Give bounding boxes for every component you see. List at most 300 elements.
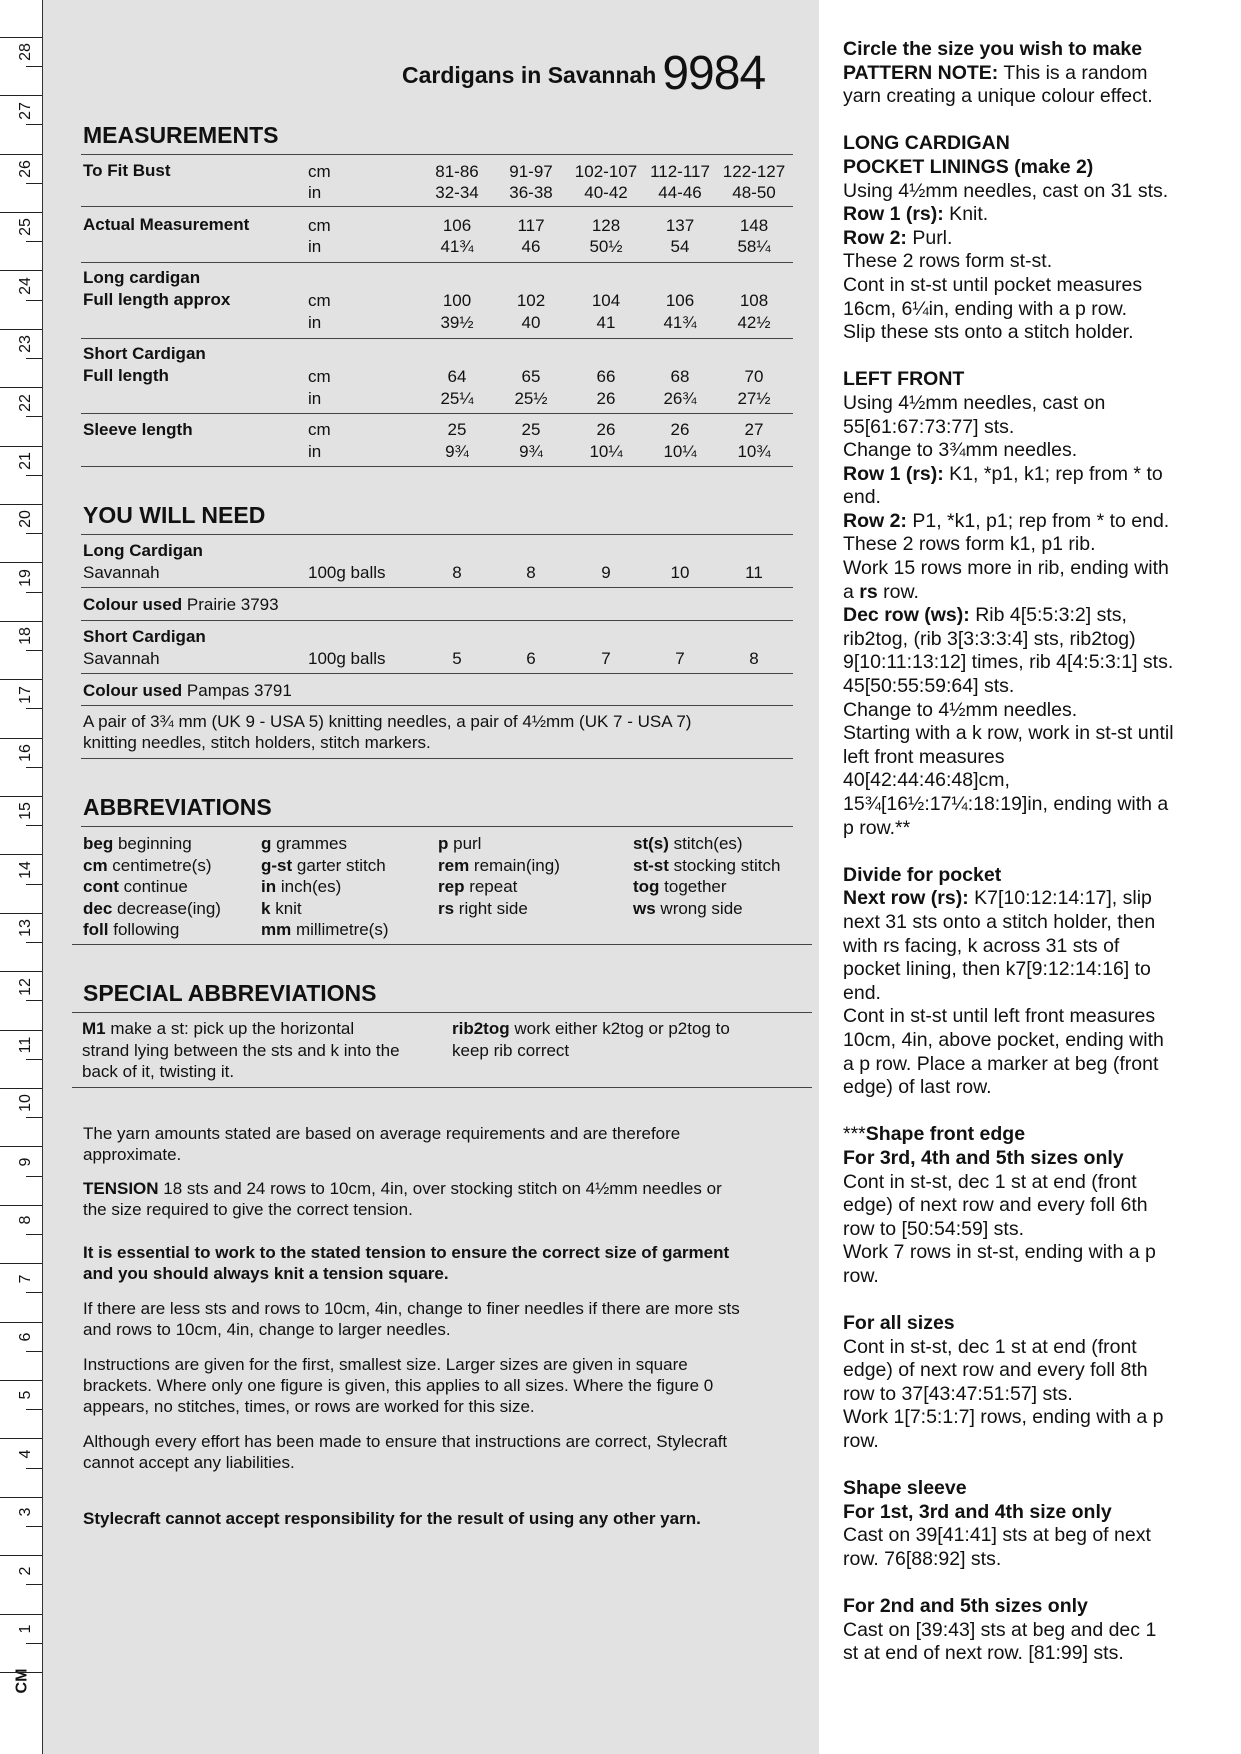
instruction-line: end. [843,486,881,509]
size-in-value: 44-46 [658,183,702,202]
measurements-heading: MEASUREMENTS [83,122,279,148]
ruler-tick [26,124,42,125]
short-ball-quantity: 7 [675,649,685,668]
actual-measurement-label: Actual Measurement [83,215,250,234]
instruction-line: end. [843,981,881,1004]
size-cm-value: 112-117 [650,162,710,181]
short-length-cm-value: 70 [744,367,764,386]
ruler-tick [26,1643,42,1644]
ruler-number: 27 [17,101,34,120]
ruler-tick [26,1292,42,1293]
unit-cm: cm [308,291,331,310]
colour-used-label: Colour used [83,681,183,700]
long-length-cm-value: 108 [739,291,769,310]
short-length-in-value: 26¾ [663,389,697,408]
ruler-number: 19 [17,568,34,587]
instruction-line: These 2 rows form st-st. [843,250,1053,273]
actual-in-value: 54 [670,237,690,256]
yarn-name: Savannah [83,649,160,668]
instruction-line: a p row. Place a marker at beg (front [843,1052,1159,1075]
m1-definition-line-3: back of it, twisting it. [82,1062,235,1081]
instruction-line: with rs facing, k across 31 sts of [843,934,1120,957]
ruler-tick [26,475,42,476]
ruler-tick [0,270,42,271]
ruler-number: 18 [17,627,34,646]
ruler-tick [26,533,42,534]
divider [81,620,793,621]
abbreviation-meaning: beginning [113,834,192,853]
instruction-line: 45[50:55:59:64] sts. [843,675,1015,698]
abbreviation-meaning: garter stitch [292,855,386,875]
abbreviation-entry [261,919,389,940]
ruler-tick [26,592,42,593]
unit-in: in [308,183,322,202]
m1-term: M1 [82,1019,106,1038]
ruler-number: 22 [17,393,34,412]
ruler-number: 23 [17,335,34,354]
divider [81,466,793,467]
abbreviation-meaning: right side [454,898,528,918]
ruler-number: 25 [17,218,34,237]
ruler-tick [0,1263,42,1264]
liability-line-1: Although every effort has been made to ensure that instructions are correct, Stylecraft [83,1432,728,1451]
abbreviation-term: cont [83,877,119,896]
ruler-tick [0,913,42,914]
long-cardigan-label: Long cardigan [83,268,201,287]
unit-in: in [308,237,322,256]
short-length-cm-value: 64 [447,367,467,386]
unit-in: in [308,313,322,332]
abbreviation-meaning: together [659,877,727,896]
ruler-number: 6 [17,1332,34,1342]
size-in-value: 40-42 [584,183,628,202]
abbreviation-entry [438,876,517,897]
sizes-134-heading: For 1st, 3rd and 4th size only [843,1500,1112,1523]
divider [72,944,812,945]
instruction-line: Cast on 39[41:41] sts at beg of next [843,1524,1151,1547]
to-fit-bust-label: To Fit Bust [83,161,171,180]
ruler-number: 17 [17,685,34,704]
actual-in-value: 58¼ [737,237,771,256]
abbreviation-meaning: wrong side [655,898,743,918]
abbreviation-term: tog [633,877,660,896]
divider [81,705,793,706]
abbreviation-term: p [438,834,449,853]
ruler-tick [0,1146,42,1147]
abbreviations-heading: ABBREVIATIONS [83,794,272,820]
sleeve-in-value: 10¾ [737,442,771,461]
ruler-number: 26 [17,160,34,178]
divider [81,587,793,588]
long-ball-quantity: 9 [601,563,611,582]
ruler-tick [0,679,42,680]
pattern-note-term: PATTERN NOTE: [843,61,999,84]
abbreviation-term: mm [261,920,292,939]
size-in-value: 36-38 [509,183,553,202]
abbreviation-meaning: knit [270,898,302,918]
abbreviation-entry [633,876,727,897]
ball-size: 100g balls [308,649,386,668]
row-term: Row 1 (rs): [843,462,944,485]
instruction-line: Cast on [39:43] sts at beg and dec 1 [843,1618,1157,1641]
instruction-line: Cont in st-st until pocket measures [843,273,1143,296]
ruler-tick [0,1205,42,1206]
ruler-number: 3 [17,1507,34,1517]
row-text: K7[10:12:14:17], slip [968,887,1152,910]
ruler-tick [26,1584,42,1585]
abbreviation-meaning: grammes [271,834,347,853]
instruction-line: Starting with a k row, work in st-st until [843,722,1174,745]
row-term: Next row (rs): [843,887,969,910]
sleeve-cm-value: 26 [670,420,690,439]
divider [81,758,793,759]
instruction-line: Work 15 rows more in rib, ending with [843,557,1169,580]
abbreviation-term: g [261,834,272,853]
rib2tog-text: work either k2tog or p2tog to [509,1019,730,1038]
abbreviation-meaning: following [108,920,180,939]
ruler-tick [26,416,42,417]
abbreviation-meaning: millimetre(s) [291,920,389,939]
long-length-in-value: 41 [596,313,616,332]
row-term: Dec row (ws): [843,604,970,627]
abbreviation-term: st-st [633,855,669,875]
ruler-tick [26,1468,42,1469]
ruler-tick [0,1438,42,1439]
abbreviation-entry [438,833,481,854]
actual-cm-value: 148 [739,216,769,235]
short-length-in-value: 25½ [514,389,548,408]
short-colour-value: Pampas 3791 [186,681,292,700]
abbreviation-entry [83,919,179,940]
sleeve-cm-value: 25 [447,420,467,439]
actual-cm-value: 128 [591,216,621,235]
row-text: Purl. [906,226,953,249]
tension-text: 18 sts and 24 rows to 10cm, 4in, over stocking stitch on 4½mm needles or [158,1179,722,1198]
needle-change-line-1: If there are less sts and rows to 10cm, 4in, change to finer needles if there are more sts [83,1299,740,1318]
abbreviation-term: g-st [261,855,293,875]
m1-definition-line-2: strand lying between the sts and k into the [82,1041,400,1060]
abbreviation-entry [83,898,221,919]
yarn-note-line-2: approximate. [83,1145,182,1164]
instruction-line: 16cm, 6¼in, ending with a p row. [843,297,1127,320]
short-length-in-value: 26 [596,389,616,408]
long-cardigan-materials-label: Long Cardigan [83,541,203,560]
short-length-cm-value: 66 [596,367,616,386]
unit-in: in [308,389,322,408]
divider [81,534,793,535]
size-cm-value: 102-107 [574,162,638,181]
divider [81,338,793,339]
row-text: K1, *p1, k1; rep from * to [943,462,1163,485]
instruction-line: These 2 rows form k1, p1 rib. [843,533,1096,556]
special-abbreviations-heading: SPECIAL ABBREVIATIONS [83,980,377,1006]
long-full-length-label: Full length approx [83,290,231,309]
ruler-tick [26,241,42,242]
ruler-tick [0,1555,42,1556]
long-length-in-value: 42½ [737,313,771,332]
ball-size: 100g balls [308,563,386,582]
ruler-number: 2 [17,1566,34,1576]
long-length-in-value: 39½ [440,313,474,332]
ruler-tick [0,854,42,855]
long-ball-quantity: 8 [452,563,462,582]
sleeve-in-value: 10¼ [589,442,623,461]
short-length-cm-value: 65 [521,367,541,386]
rib2tog-definition-line-1 [452,1018,730,1039]
sleeve-cm-value: 26 [596,420,616,439]
actual-in-value: 41¾ [440,237,474,256]
needle-change-line-2: and rows to 10cm, 4in, change to larger needles. [83,1320,451,1339]
ruler-number: 24 [17,276,34,295]
tension-line-2: the size required to give the correct tension. [83,1200,413,1219]
instruction-line: 9[10:11:13:12] times, rib 4[4:5:3:1] sts. [843,651,1174,674]
row-text: P1, *k1, p1; rep from * to end. [906,509,1170,532]
long-ball-quantity: 8 [526,563,536,582]
ruler-tick [26,708,42,709]
divider [81,206,793,207]
divider [81,413,793,414]
ruler-number: 4 [17,1449,34,1459]
ruler-tick [0,1614,42,1615]
instruction-line: row. [843,1430,879,1453]
ruler-tick [26,650,42,651]
ruler-tick [0,504,42,505]
abbreviation-entry [633,833,743,854]
sizes-345-heading: For 3rd, 4th and 5th sizes only [843,1146,1124,1169]
instructions-line-2: brackets. Where only one figure is given, this applies to all sizes. Where the figure 0 [83,1376,714,1395]
instruction-line: Cont in st-st until left front measures [843,1005,1156,1028]
row-term: Row 2: [843,509,907,532]
ruler-tick [0,95,42,96]
ruler-tick [0,796,42,797]
yarn-responsibility-note: Stylecraft cannot accept responsibility for the result of using any other yarn. [83,1509,701,1528]
actual-cm-value: 106 [442,216,472,235]
instruction-line: st at end of next row. [81:99] sts. [843,1642,1124,1665]
abbreviation-meaning: decrease(ing) [112,898,221,918]
needles-line-2: knitting needles, stitch holders, stitch markers. [83,733,431,752]
pattern-note-text: This is a random [998,61,1148,84]
short-colour-used [83,680,292,701]
abbreviation-meaning: remain(ing) [469,855,560,875]
ruler-tick [26,942,42,943]
abbreviation-entry [261,898,302,919]
actual-cm-value: 137 [665,216,695,235]
unit-in: in [308,442,322,461]
text: row. [877,580,919,603]
ruler-tick [26,183,42,184]
divider [72,1012,812,1013]
instruction-line: rib2tog, (rib 3[3:3:3:4] sts, rib2tog) [843,627,1136,650]
text: *** [843,1123,866,1146]
ruler-tick [0,971,42,972]
divider [81,673,793,674]
instruction-line: next 31 sts onto a stitch holder, then [843,910,1156,933]
abbreviation-term: foll [83,920,109,939]
ruler-number: 10 [17,1094,34,1113]
instruction-line: Using 4½mm needles, cast on [843,391,1106,414]
instruction-line: Slip these sts onto a stitch holder. [843,321,1134,344]
ruler-tick [0,212,42,213]
ruler-tick [0,562,42,563]
liability-line-2: cannot accept any liabilities. [83,1453,295,1472]
ruler-tick [26,884,42,885]
row-term: Row 2: [843,226,907,249]
text: Shape front edge [865,1123,1026,1146]
instruction-line: p row.** [843,816,911,839]
long-length-in-value: 41¾ [663,313,697,332]
short-ball-quantity: 6 [526,649,536,668]
short-full-length-label: Full length [83,366,169,385]
instruction-line [843,463,1228,487]
divider [81,826,793,827]
ruler-tick [0,1322,42,1323]
instruction-line: Cont in st-st, dec 1 st at end (front [843,1170,1137,1193]
long-length-cm-value: 104 [591,291,621,310]
size-cm-value: 81-86 [435,162,479,181]
instruction-line: 40[42:44:46:48]cm, [843,769,1010,792]
abbreviation-term: in [261,877,277,896]
ruler-tick [26,300,42,301]
ruler-tick [0,37,42,38]
sleeve-cm-value: 27 [744,420,764,439]
ruler-tick [0,1380,42,1381]
long-cardigan-heading: LONG CARDIGAN [843,132,1010,155]
instruction-line: 10cm, 4in, above pocket, ending with [843,1028,1164,1051]
you-will-need-heading: YOU WILL NEED [83,502,266,528]
instruction-line: pocket lining, then k7[9:12:14:16] to [843,958,1151,981]
sleeve-length-label: Sleeve length [83,420,193,439]
abbreviation-entry [261,855,386,876]
abbreviation-term: rep [438,877,465,896]
instruction-line: row to [50:54:59] sts. [843,1217,1025,1240]
ruler-number: 9 [17,1157,34,1167]
instruction-line: Using 4½mm needles, cast on 31 sts. [843,179,1169,202]
title-text: Cardigans in Savannah [402,62,657,88]
m1-text: make a st: pick up the horizontal [105,1019,355,1038]
short-length-in-value: 25¼ [440,389,474,408]
instruction-line [843,203,1228,227]
ruler-tick [26,1059,42,1060]
ruler-tick [0,621,42,622]
abbreviation-term: dec [83,898,113,918]
abbreviation-meaning: stocking stitch [668,855,781,875]
unit-cm: cm [308,216,331,235]
essential-line-1: It is essential to work to the stated tension to ensure the correct size of garment [83,1243,730,1262]
ruler-tick [26,825,42,826]
shape-front-edge-heading [843,1123,1228,1147]
ruler-tick [0,387,42,388]
instruction-line [843,581,1228,605]
ruler-tick [26,66,42,67]
unit-cm: cm [308,420,331,439]
all-sizes-heading: For all sizes [843,1312,955,1335]
ruler-number: 14 [17,860,34,879]
actual-in-value: 46 [521,237,541,256]
unit-cm: cm [308,367,331,386]
size-in-value: 32-34 [435,183,479,202]
ruler-tick [0,329,42,330]
ruler-tick [26,767,42,768]
instruction-line: Work 7 rows in st-st, ending with a p [843,1241,1156,1264]
m1-definition-line-1 [82,1018,354,1039]
instruction-line [843,887,1228,911]
ruler-unit-label: CM [13,1668,31,1694]
long-colour-used [83,594,279,615]
instruction-line: 55[61:67:73:77] sts. [843,415,1015,438]
ruler-tick [0,1497,42,1498]
ruler-number: 21 [17,452,34,470]
long-length-cm-value: 106 [665,291,695,310]
long-length-cm-value: 100 [442,291,472,310]
instruction-line: 15¾[16½:17¼:18:19]in, ending with a [843,793,1169,815]
actual-cm-value: 117 [517,216,545,235]
ruler-tick [0,446,42,447]
yarn-name: Savannah [83,563,160,582]
abbreviation-entry [261,876,341,897]
divider [81,154,793,155]
text: a [843,580,860,603]
pattern-note-line-2: yarn creating a unique colour effect. [843,85,1153,108]
ruler-tick [0,738,42,739]
ruler-tick [26,1176,42,1177]
ruler-tick [26,1000,42,1001]
cm-ruler [0,0,43,1754]
ruler-tick [26,1234,42,1235]
row-text: Rib 4[5:5:3:2] sts, [969,604,1127,627]
abbreviation-entry [83,855,212,876]
instruction-line: left front measures [843,745,1005,768]
ruler-number: 11 [17,1036,34,1054]
abbreviation-entry [83,833,192,854]
pattern-number: 9984 [662,47,766,100]
instruction-line [843,604,1228,628]
abbreviation-entry [438,898,528,919]
pocket-linings-heading: POCKET LININGS (make 2) [843,155,1094,178]
abbreviation-entry [633,855,780,876]
instruction-line: Work 1[7:5:1:7] rows, ending with a p [843,1406,1164,1429]
instructions-line-3: appears, no stitches, times, or rows are worked for this size. [83,1397,535,1416]
abbreviation-entry [438,855,560,876]
yarn-note-line-1: The yarn amounts stated are based on average requirements and are therefore [83,1124,681,1143]
text: rs [859,580,878,603]
instructions-line-1: Instructions are given for the first, smallest size. Larger sizes are given in square [83,1355,688,1374]
instruction-line: Change to 4½mm needles. [843,698,1078,721]
ruler-number: 12 [17,977,34,996]
ruler-number: 15 [17,802,34,821]
abbreviation-meaning: stitch(es) [668,834,743,853]
colour-used-label: Colour used [83,595,183,614]
ruler-number: 7 [17,1274,34,1284]
abbreviation-entry [83,876,188,897]
ruler-number: 1 [17,1624,34,1634]
ruler-tick [26,1351,42,1352]
pattern-instructions-column [843,38,1228,1666]
abbreviation-term: rem [438,855,470,875]
ruler-tick [26,1526,42,1527]
abbreviation-term: k [261,898,271,918]
long-length-in-value: 40 [521,313,541,332]
ruler-tick [26,1117,42,1118]
ruler-tick [0,154,42,155]
instruction-line: row. 76[88:92] sts. [843,1548,1002,1570]
ruler-number: 16 [17,744,34,762]
actual-in-value: 50½ [589,237,623,256]
row-text: Knit. [943,203,989,226]
ruler-tick [0,1088,42,1089]
abbreviation-meaning: continue [118,877,188,896]
sleeve-in-value: 9¾ [445,442,469,461]
abbreviation-meaning: inch(es) [276,877,342,896]
